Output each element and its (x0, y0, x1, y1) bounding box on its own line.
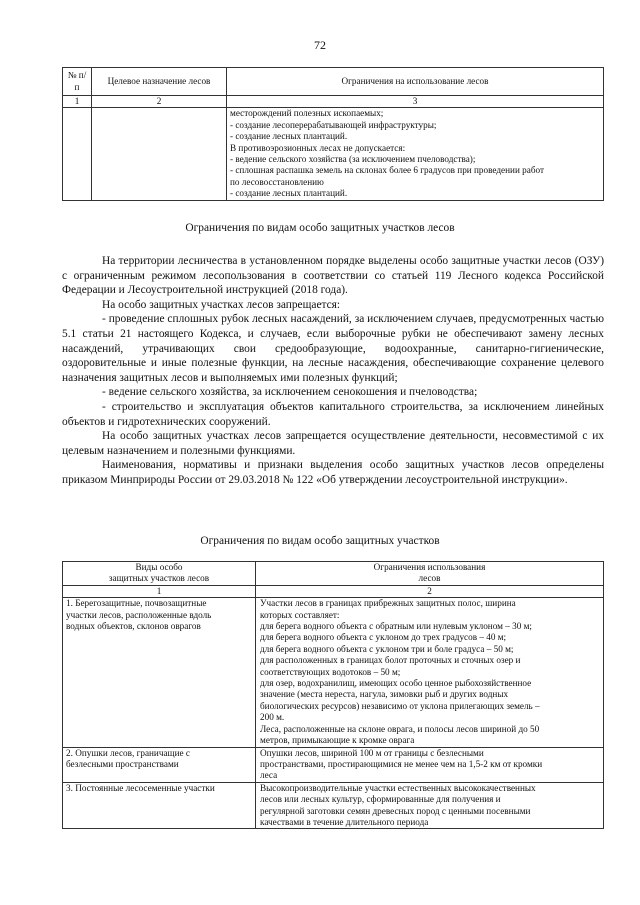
table-row (63, 782, 604, 829)
list-item: - создание лесоперерабатывающей инфраструктуры; (230, 119, 437, 130)
col-header-purpose: Целевое назначение лесов (92, 68, 227, 96)
col-number-1: 1 (63, 585, 256, 597)
list-item: месторождений полезных ископаемых; (230, 108, 384, 119)
col-header-ozu-type: Виды особо защитных участков лесов (63, 562, 256, 586)
list-item: - ведение сельского хозяйства (за исключением пчеловодства); (230, 154, 476, 165)
col-number-2: 2 (256, 585, 604, 597)
list-item: - сплошная распашка земель на склонах более 6 градусов при проведении работ (230, 165, 544, 176)
page-number: 72 (314, 38, 326, 52)
list-item: - создание лесных плантаций. (230, 188, 348, 199)
list-item: - создание лесных плантаций. (230, 131, 348, 142)
paragraph: Наименования, нормативы и признаки выделения особо защитных участков лесов определены приказом Минприроды России от 29.03.2018 № 122 «Об утверждении лесоустроительной инструкции». (62, 459, 604, 486)
table-row (63, 747, 604, 782)
body-text (62, 254, 604, 488)
section-heading-ozu: Ограничения по видам особо защитных участков лесов (185, 222, 455, 234)
paragraph: На особо защитных участках лесов запрещается: (102, 298, 341, 311)
restriction-cell: Высокопроизводительные участки естественных высококачественных лесов или лесных культур, сформированные для получения и регулярной заготовки семян древесных пород с ценными посевными качествами в течение длительного периода (256, 782, 604, 829)
col-header-usage-restrictions: Ограничения использования лесов (256, 562, 604, 586)
ozu-type-cell: 2. Опушки лесов, граничащие с безлесными пространствами (63, 747, 256, 782)
restriction-cell: Участки лесов в границах прибрежных защитных полос, ширина которых составляет: для берега водного объекта с обратным или нулевым уклоном – 30 м; для берега водного объекта с уклоном до трех градусов – 40 м; для берега водного объекта с уклоном три и боле градуса – 50 м; для расположенных в границах болот проточных и сточных озер и соответствующих водотоков – 50 м; для озер, водохранилищ, имеющих особо ценное рыбохозяйственное значение (места нереста, нагула, зимовки рыб и других водных биологических ресурсов) независимо от уклона прилегающих земель – 200 м. Леса, расположенные на склоне оврага, и полосы лесов шириной до 50 метров, примыкающие к кромке оврага (256, 598, 604, 747)
col-header-restrictions: Ограничения на использование лесов (227, 68, 604, 96)
paragraph: - строительство и эксплуатация объектов капитального строительства, за исключением линейных объектов и гидротехнических сооружений. (62, 400, 604, 428)
paragraph: - ведение сельского хозяйства, за исключением сенокошения и пчеловодства; (102, 386, 478, 399)
ozu-type-cell: 1. Берегозащитные, почвозащитные участки лесов, расположенные вдоль водных объектов, склонов оврагов (63, 598, 256, 747)
ozu-type-cell: 3. Постоянные лесосеменные участки (63, 782, 256, 829)
col-header-number: № п/п (63, 68, 92, 96)
table-row (63, 108, 604, 200)
ozu-restrictions-table (62, 561, 604, 829)
restrictions-cell (227, 108, 604, 200)
paragraph: На территории лесничества в установленном порядке выделены особо защитные участки лесов (ОЗУ) с ограниченным режимом лесопользования в соответствии со статьей 119 Лесного кодекса Российской Федерации и Лесоустроительной инструкцией (2018 года). (62, 255, 604, 297)
list-item: В противоэрозионных лесах не допускается: (230, 142, 406, 153)
col-number-1: 1 (63, 96, 92, 108)
table-row (63, 598, 604, 747)
col-number-2: 2 (92, 96, 227, 108)
col-number-3: 3 (227, 96, 604, 108)
paragraph: На особо защитных участках лесов запрещается осуществление деятельности, несовместимой с их целевым назначением и полезными функциями. (62, 430, 604, 457)
continued-forest-purpose-table (62, 67, 604, 201)
paragraph: - проведение сплошных рубок лесных насаждений, за исключением случаев, предусмотренных частью 5.1 статьи 21 настоящего Кодекса, и случаев, если выборочные рубки не обеспечивают замену лесных насаждений, утрачивающих свои средообразующие, водоохранные, санитарно-гигиенические, оздоровительные и иные полезные функции, на лесные насаждения, обеспечивающие сохранение целевого назначения защитных лесов и выполняемых ими полезных функций; (62, 313, 604, 384)
restriction-cell: Опушки лесов, шириной 100 м от границы с безлесными пространствами, простирающимися не менее чем на 1,5-2 км от кромки леса (256, 747, 604, 782)
list-item: по лесовосстановлению (230, 176, 324, 187)
section-heading-ozu-table: Ограничения по видам особо защитных участков (200, 535, 440, 547)
